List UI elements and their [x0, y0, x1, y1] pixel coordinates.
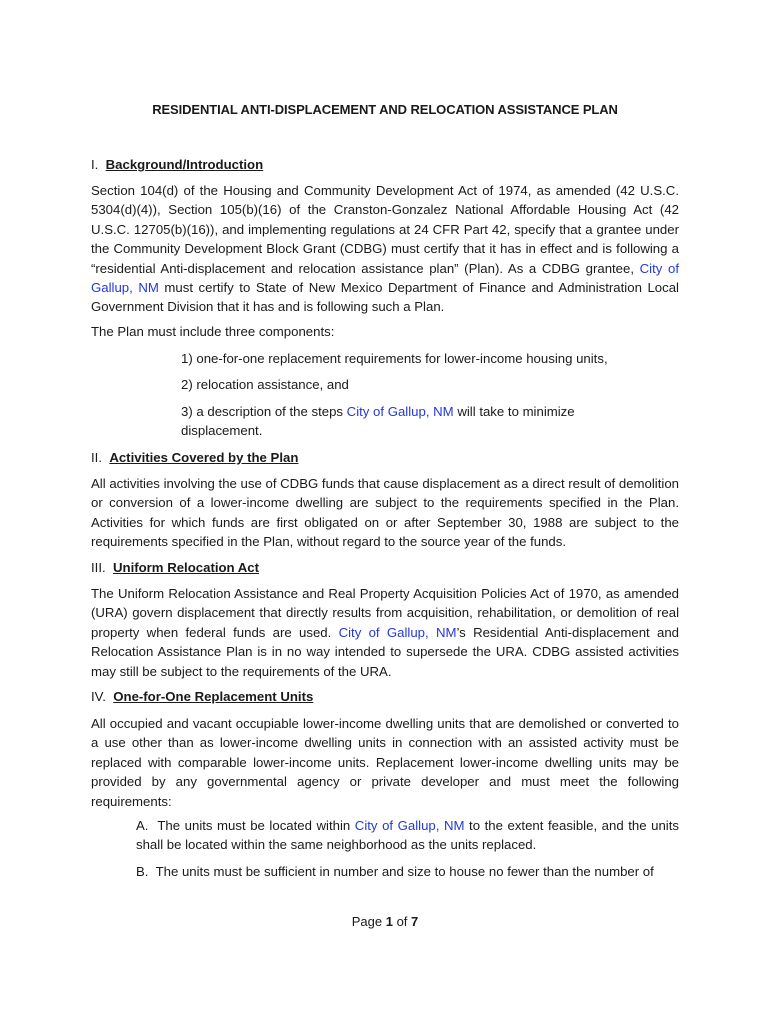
requirement-a-label: A. — [136, 818, 149, 833]
section-3-text-b: ’s Residential Anti-displacement and Relocation Assistance Plan is in no way intended to supersede the URA. CDBG assisted activities may still be subject to the requirements of the URA. — [91, 624, 679, 679]
section-1-heading — [91, 155, 679, 174]
section-3-heading — [91, 558, 679, 577]
section-1-text-a: Section 104(d) of the Housing and Community Development Act of 1974, as amended (42 U.S.C. 5304(d)(4)), Section 105(b)(16) of the Cranston-Gonzalez National Affordable Housing Act (42 U.S.C. 12705(b)(16)), and implementing regulations at 24 CFR Part 42, specify that a grantee under the Community Development Block Grant (CDBG) must certify that it has in effect and is following a “residential Anti-displacement and relocation assistance plan” (Plan). As a CDBG grantee, — [91, 183, 679, 276]
section-1-title: Background/Introduction — [105, 157, 264, 172]
section-3-text-a: The Uniform Relocation Assistance and Real Property Acquisition Policies Act of 1970, as amended (URA) govern displacement that directly results from acquisition, rehabilitation, or demolition of real property when federal funds are used. — [91, 586, 679, 640]
page-footer — [0, 914, 770, 929]
page-number: 1 — [385, 914, 393, 929]
section-2-number: II. — [91, 450, 102, 465]
section-1-paragraph-2: The Plan must include three components: — [91, 324, 335, 339]
section-4-paragraph: All occupied and vacant occupiable lower-income dwelling units that are demolished or converted to a use other than as lower-income dwelling units in connection with an assisted activity must be replaced with comparable lower-income units. Replacement lower-income dwelling units may be provided by any governmental agency or private developer and must meet the following requirements: — [91, 716, 679, 809]
requirement-a-text-b: to the extent feasible, and the units shall be located within the same neighborhood as the units replaced. — [136, 818, 679, 853]
requirement-a-text-a: The units must be located within — [157, 818, 355, 833]
section-1-text-b: must certify to State of New Mexico Department of Finance and Administration Local Government Division that it has and is following such a Plan. — [91, 280, 679, 315]
footer-of-word: of — [396, 914, 408, 929]
city-reference: City of Gallup, NM — [354, 818, 465, 833]
requirement-a — [136, 816, 679, 855]
requirement-b-label: B. — [136, 864, 149, 879]
section-4-title: One-for-One Replacement Units — [113, 689, 314, 704]
section-3-number: III. — [91, 560, 106, 575]
city-reference: City of Gallup, NM — [338, 624, 457, 640]
requirement-b-text: The units must be sufficient in number and size to house no fewer than the number of — [155, 864, 654, 879]
requirement-b — [136, 862, 684, 881]
document-title: RESIDENTIAL ANTI-DISPLACEMENT AND RELOCATION ASSISTANCE PLAN — [152, 102, 618, 117]
footer-page-word: Page — [351, 914, 383, 929]
section-3-paragraph — [91, 584, 679, 681]
section-3-title: Uniform Relocation Act — [112, 560, 260, 575]
component-item-3-text-a: 3) a description of the steps — [181, 404, 347, 419]
city-reference: City of Gallup, NM — [91, 260, 679, 296]
section-1-paragraph-1 — [91, 181, 679, 317]
component-item-3-text-b: will take to minimize displacement. — [181, 404, 575, 439]
section-2-title: Activities Covered by the Plan — [109, 450, 299, 465]
page-total: 7 — [411, 914, 419, 929]
section-1-number: I. — [91, 157, 99, 172]
component-item-3 — [181, 402, 621, 441]
component-item-1: 1) one-for-one replacement requirements for lower-income housing units, — [181, 351, 608, 366]
section-4-heading — [91, 687, 679, 706]
city-reference: City of Gallup, NM — [346, 404, 454, 419]
section-4-number: IV. — [91, 689, 106, 704]
section-2-heading — [91, 448, 679, 467]
component-item-2: 2) relocation assistance, and — [181, 377, 349, 392]
section-2-paragraph: All activities involving the use of CDBG funds that cause displacement as a direct result of demolition or conversion of a lower-income dwelling are subject to the requirements specified in the Plan. Activities for which funds are first obligated on or after September 30, 1988 are subject to the requirements specified in the Plan, without regard to the source year of the funds. — [91, 476, 679, 550]
